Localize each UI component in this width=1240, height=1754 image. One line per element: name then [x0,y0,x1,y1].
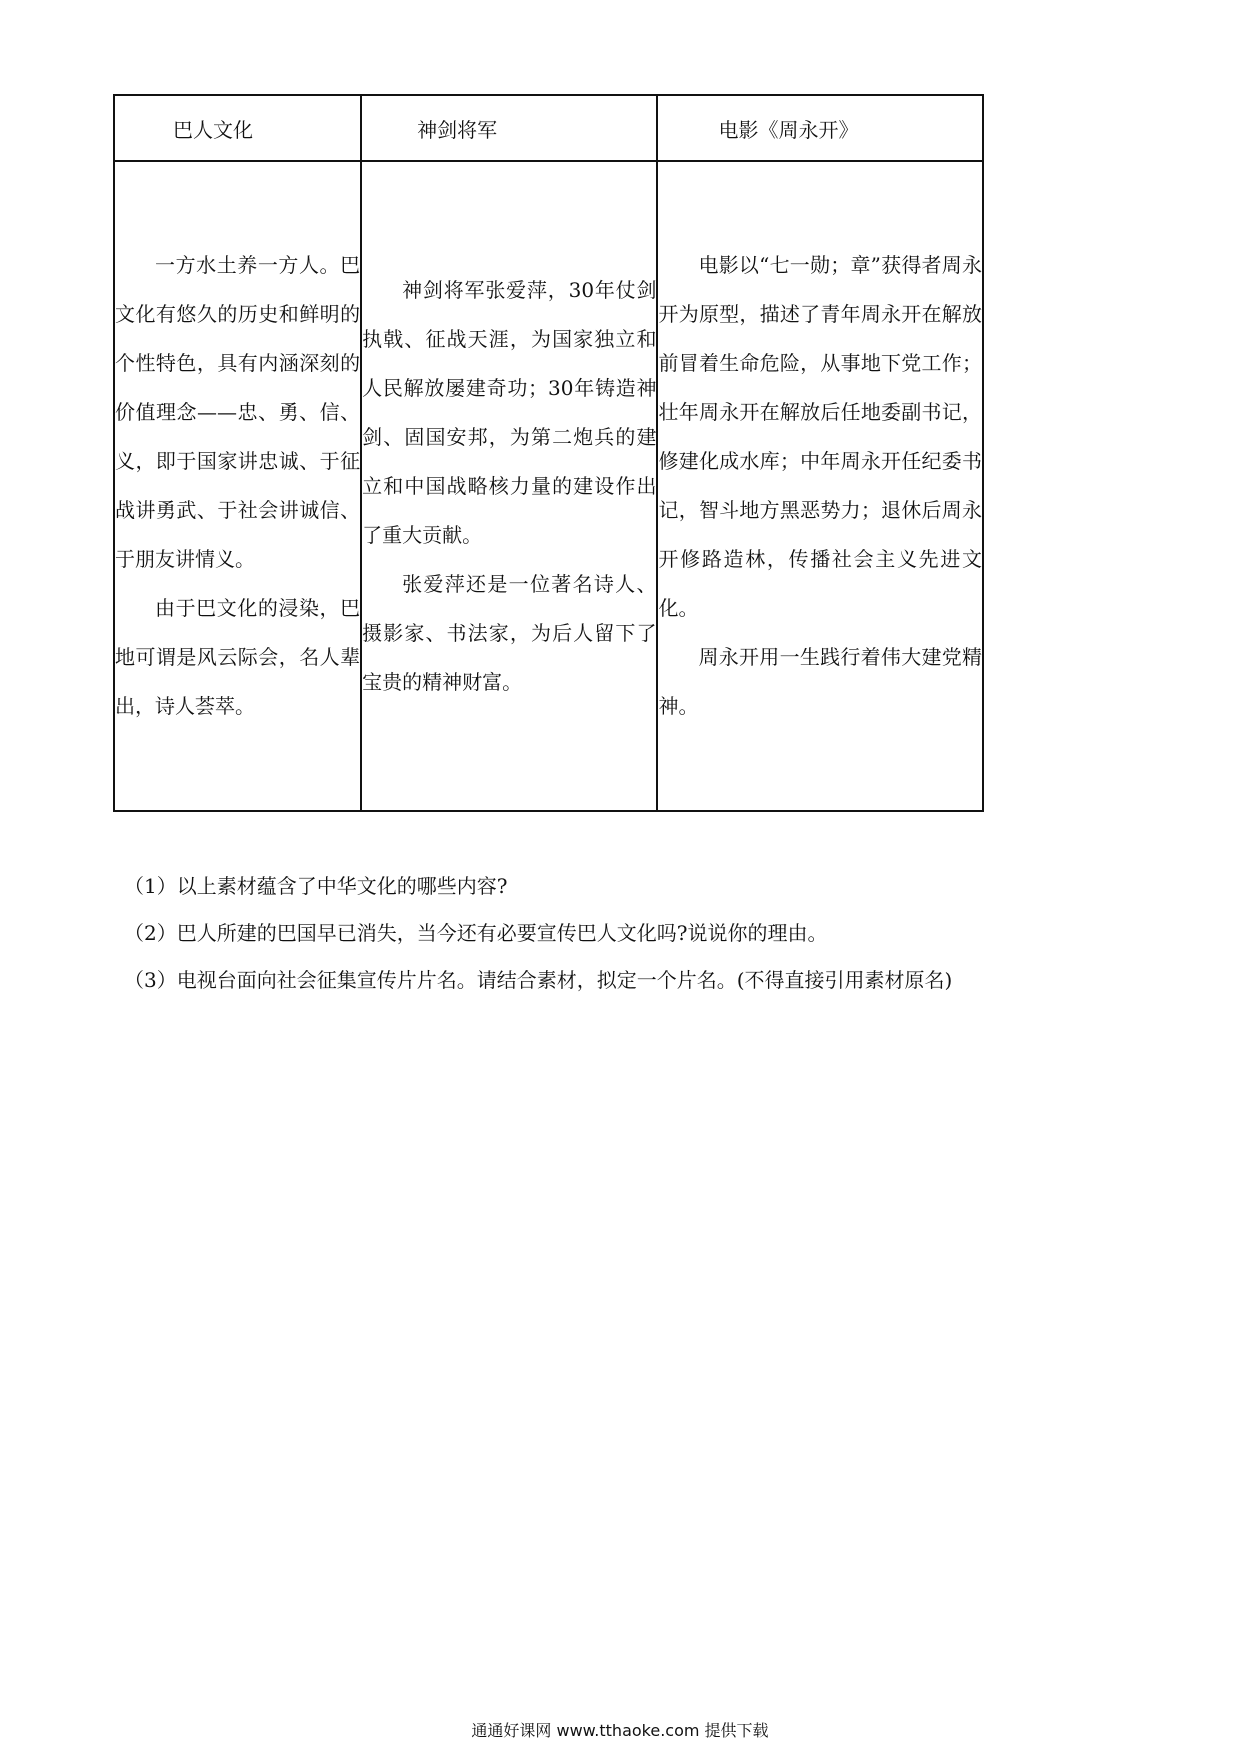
header-cell-ba-culture: 巴人文化 [114,95,361,161]
content-cell-film [657,161,983,811]
paragraph: 由于巴文化的浸染，巴地可谓是风云际会，名人辈出，诗人荟萃。 [115,596,361,718]
question-2: （2）巴人所建的巴国早已消失，当今还有必要宣传巴人文化吗?说说你的理由。 [124,921,828,945]
question-list [124,863,952,1004]
material-table [113,94,984,812]
content-cell-general [361,161,657,811]
header-cell-general: 神剑将军 [361,95,657,161]
question-1: （1）以上素材蕴含了中华文化的哪些内容? [124,874,508,898]
content-cell-ba-culture [114,161,361,811]
paragraph: 电影以“七一勋；章”获得者周永开为原型，描述了青年周永开在解放前冒着生命危险，从事地下党工作；壮年周永开在解放后任地委副书记，修建化成水库；中年周永开任纪委书记，智斗地方黑恶势力；退休后周永开修路造林，传播社会主义先进文化。 [658,253,982,620]
paragraph: 张爱萍还是一位著名诗人、摄影家、书法家，为后人留下了宝贵的精神财富。 [362,571,657,694]
paragraph: 神剑将军张爱萍，30年仗剑执戟、征战天涯，为国家独立和人民解放屡建奇功；30年铸造神剑、固国安邦，为第二炮兵的建立和中国战略核力量的建设作出了重大贡献。 [362,277,657,547]
paragraph: 一方水土养一方人。巴文化有悠久的历史和鲜明的个性特色，具有内涵深刻的价值理念——忠、勇、信、义，即于国家讲忠诚、于征战讲勇武、于社会讲诚信、于朋友讲情义。 [115,253,361,571]
page-footer: 通通好课网 www.tthaoke.com 提供下载 [471,1721,769,1740]
question-3: （3）电视台面向社会征集宣传片片名。请结合素材，拟定一个片名。(不得直接引用素材原名) [124,968,953,992]
table-content-row [114,161,983,811]
header-cell-film: 电影《周永开》 [657,95,983,161]
table-header-row [114,95,983,161]
paragraph: 周永开用一生践行着伟大建党精神。 [658,645,982,718]
